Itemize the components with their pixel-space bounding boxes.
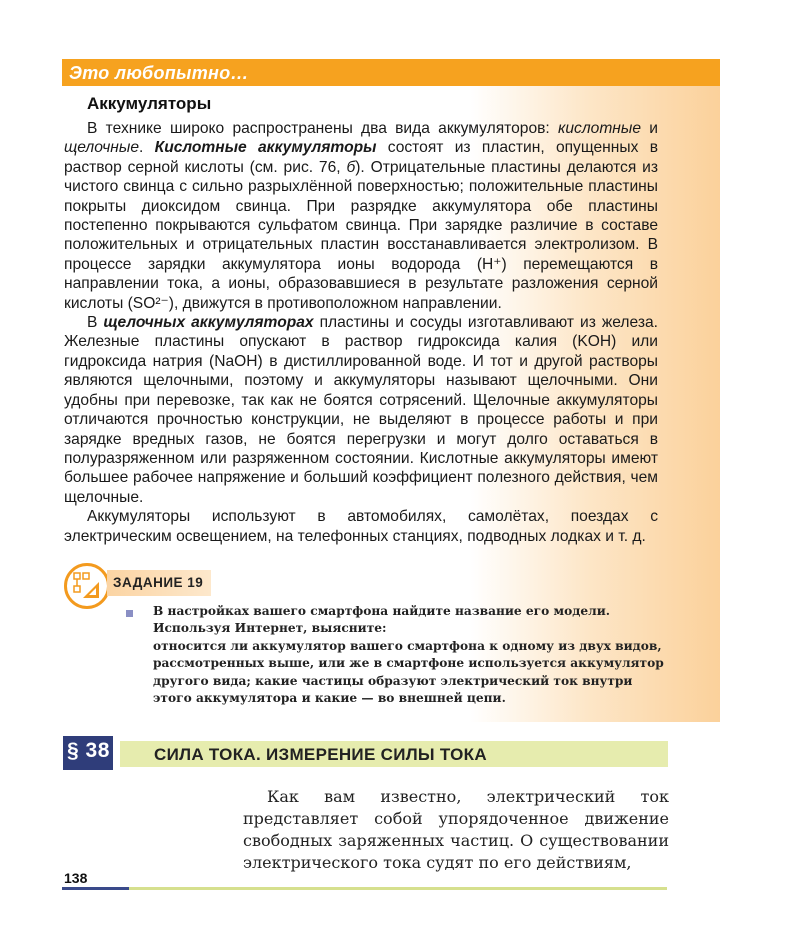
task-label: ЗАДАНИЕ 19 — [113, 575, 204, 590]
term-alkaline: щелочные — [64, 139, 139, 157]
text-run: В — [87, 314, 104, 332]
figure-ref-letter: б — [346, 158, 356, 176]
text-run: . — [139, 139, 155, 157]
section-lead — [243, 786, 669, 874]
bullet-square-icon — [126, 610, 133, 617]
text-run: и — [641, 120, 659, 137]
info-paragraph-1 — [64, 119, 658, 313]
info-heading: Аккумуляторы — [87, 94, 212, 113]
task-label-bar — [107, 570, 211, 596]
task-text — [153, 603, 665, 707]
info-banner — [62, 59, 720, 86]
section-title: СИЛА ТОКА. ИЗМЕРЕНИЕ СИЛЫ ТОКА — [154, 745, 487, 764]
task-diagram-icon — [64, 563, 110, 609]
info-body — [64, 119, 658, 546]
info-paragraph-2 — [64, 313, 658, 507]
page-number: 138 — [64, 870, 88, 886]
task-line-1: В настройках вашего смартфона найдите название его модели. Используя Интернет, выясните: — [153, 604, 610, 636]
info-paragraph-3: Аккумуляторы используют в автомобилях, самолётах, поездах с электрическим освещением, на телефонных станциях, подводных лодках и т. д. — [64, 508, 658, 545]
term-alkaline-accumulators: щелочных аккумуляторах — [103, 314, 314, 332]
term-acid: кислотные — [558, 120, 642, 137]
section-lead-paragraph: Как вам известно, электрический ток представляет собой упорядоченное движение свободных заряженных частиц. О существовании электрического тока судят по его действиям, — [243, 787, 669, 872]
section-title-bar — [120, 741, 668, 767]
section-number-badge — [63, 736, 113, 770]
text-run: В технике широко распространены два вида аккумуляторов: — [87, 120, 559, 137]
footer-rule-dark — [62, 887, 129, 890]
text-run: пластины и сосуды изготавливают из железа. Железные пластины опускают в раствор гидроксида калия (KOH) или гидроксида натрия (NaOH) в дистиллированной воде. И тот и другой растворы являются щелочными, поэтому и аккумуляторы называют щелочными. Они удобны при перевозке, так как не боятся сотрясений. Щелочные аккумуляторы отличаются прочностью конструкции, не выделяют в процессе работы и при зарядке вредных газов, не боятся перегрузки и могут долго оставаться в полуразряженном или разряженном состоянии. Кислотные аккумуляторы имеют большее рабочее напряжение и больший коэффициент полезного действия, чем щелочные. — [64, 314, 658, 506]
task-line-2: относится ли аккумулятор вашего смартфона к одному из двух видов, рассмотренных выше, или же в смартфоне используется аккумулятор другого вида; какие частицы образуют электрический ток внутри этого аккумулятора и какие — во внешней цепи. — [153, 638, 664, 706]
text-run: состоят из пластин, опущенных в раствор серной кислоты (см. рис. 76, — [64, 139, 658, 176]
term-acid-accumulators: Кислотные аккумуляторы — [154, 139, 377, 157]
info-banner-title: Это любопытно… — [69, 63, 249, 83]
section-number: § 38 — [67, 739, 110, 762]
footer-rule-light — [129, 887, 667, 890]
text-run: ). Отрицательные пластины делаются из чистого свинца с сильно разрыхлённой поверхностью; положительные пластины покрыты диоксидом свинца. При разрядке аккумулятора обе пластины постепенно покрываются сульфатом свинца. При зарядке различие в составе положительных и отрицательных пластин восстанавливается электролизом. В процессе зарядки аккумулятора ионы водорода (H⁺) перемещаются в направлении тока, а ионы, образовавшиеся в результате разложения серной кислоты (SO²⁻), движутся в противоположном направлении. — [64, 158, 658, 312]
